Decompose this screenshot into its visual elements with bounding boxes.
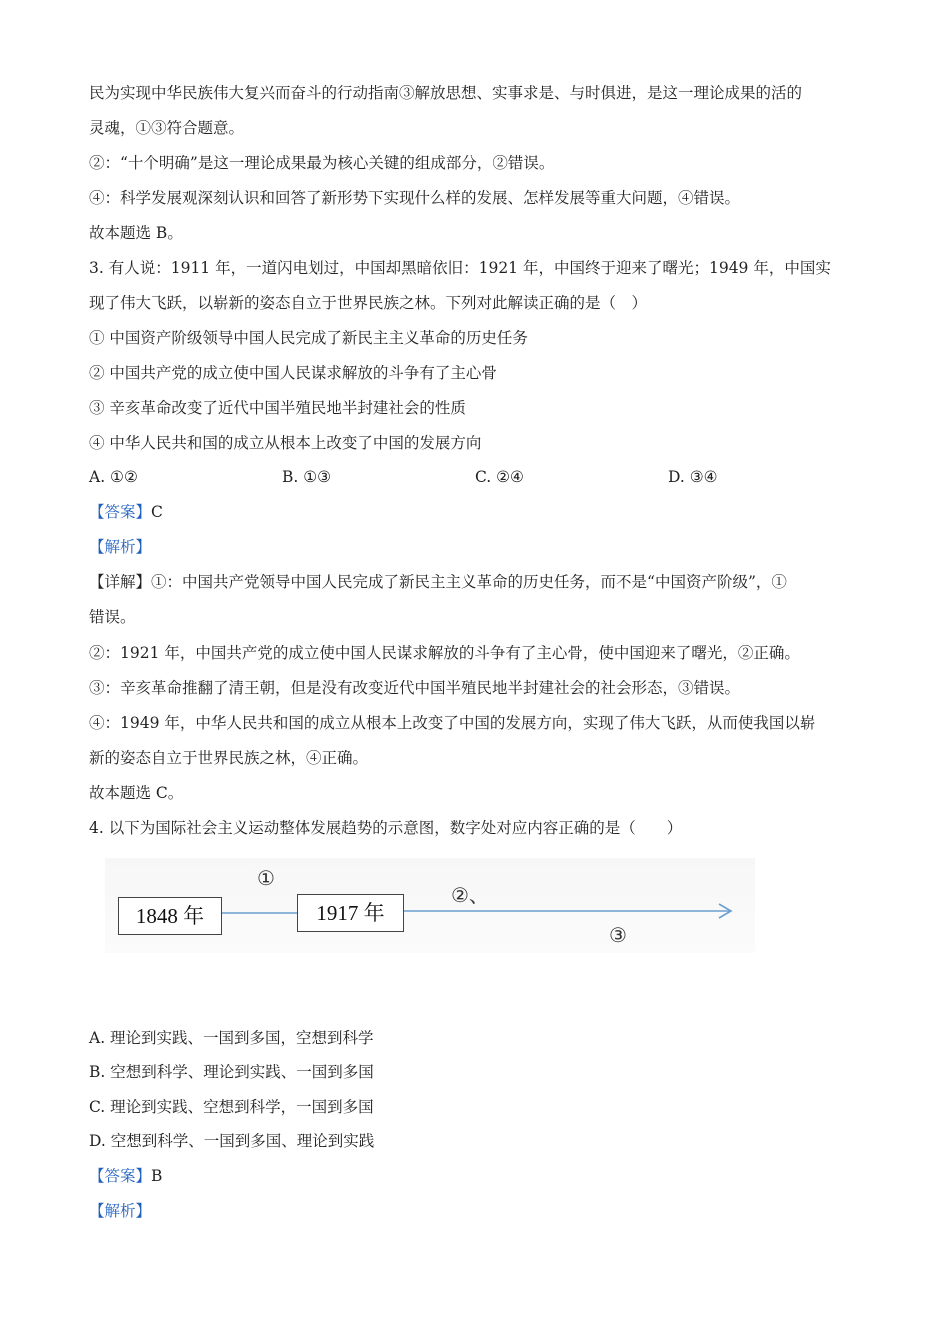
- q3-option-c: C. ②④: [475, 468, 524, 486]
- q4-option-c: C. 理论到实践、空想到科学，一国到多国: [89, 1098, 374, 1116]
- year-box-1917: 1917 年: [297, 894, 404, 932]
- q3-option-a: A. ①②: [89, 468, 138, 486]
- intro-line-1: 民为实现中华民族伟大复兴而奋斗的行动指南③解放思想、实事求是、与时俱进，是这一理论成果的活的: [89, 84, 803, 102]
- intro-line-2: 灵魂，①③符合题意。: [89, 119, 245, 137]
- q3-stem-line-2: 现了伟大飞跃，以崭新的姿态自立于世界民族之林。下列对此解读正确的是（ ）: [89, 294, 648, 312]
- diagram-label-3: ③: [609, 923, 627, 947]
- q3-detail-line-4: ③：辛亥革命推翻了清王朝，但是没有改变近代中国半殖民地半封建社会的社会形态，③错误。: [89, 679, 741, 697]
- q4-answer-value: B: [151, 1167, 163, 1185]
- q4-option-d: D. 空想到科学、一国到多国、理论到实践: [89, 1132, 375, 1150]
- q3-option-d: D. ③④: [668, 468, 718, 486]
- q4-stem: 4. 以下为国际社会主义运动整体发展趋势的示意图，数字处对应内容正确的是（ ）: [89, 819, 683, 837]
- q3-stem-line-1: 3. 有人说：1911 年，一道闪电划过，中国却黑暗依旧：1921 年，中国终于迎来了曙光；1949 年，中国实: [89, 259, 831, 277]
- q3-conclusion: 故本题选 C。: [89, 784, 184, 802]
- q4-analysis-tag: 【解析】: [89, 1202, 152, 1220]
- q4-option-a: A. 理论到实践、一国到多国，空想到科学: [89, 1029, 374, 1047]
- year-box-1848: 1848 年: [118, 897, 222, 935]
- diagram-label-1: ①: [257, 866, 275, 890]
- q3-option-b: B. ①③: [282, 468, 332, 486]
- q3-answer-row: [89, 501, 870, 523]
- q3-detail-row: [89, 571, 870, 593]
- intro-conclusion: 故本题选 B。: [89, 224, 183, 242]
- q3-statement-3: ③ 辛亥革命改变了近代中国半殖民地半封建社会的性质: [89, 399, 466, 417]
- q4-answer-tag: 【答案】: [89, 1167, 152, 1185]
- intro-line-3: ②：“十个明确”是这一理论成果最为核心关键的组成部分，②错误。: [89, 154, 555, 172]
- q3-statement-2: ② 中国共产党的成立使中国人民谋求解放的斗争有了主心骨: [89, 364, 497, 382]
- q3-answer-tag: 【答案】: [89, 503, 152, 521]
- q3-analysis-row: [89, 536, 870, 558]
- q3-answer-value: C: [151, 503, 163, 521]
- q3-detail-line-6: 新的姿态自立于世界民族之林，④正确。: [89, 749, 369, 767]
- q4-answer-row: [89, 1165, 870, 1187]
- q3-statement-1: ① 中国资产阶级领导中国人民完成了新民主主义革命的历史任务: [89, 329, 528, 347]
- q3-detail-tag: 【详解】: [89, 573, 152, 591]
- q3-detail-line-2: 错误。: [89, 608, 136, 626]
- q4-analysis-row: [89, 1200, 870, 1222]
- q3-detail-line-1: ①：中国共产党领导中国人民完成了新民主主义革命的历史任务，而不是“中国资产阶级”，①: [151, 573, 787, 591]
- intro-line-4: ④：科学发展观深刻认识和回答了新形势下实现什么样的发展、怎样发展等重大问题，④错误。: [89, 189, 741, 207]
- q3-statement-4: ④ 中华人民共和国的成立从根本上改变了中国的发展方向: [89, 434, 482, 452]
- q3-detail-line-5: ④：1949 年，中华人民共和国的成立从根本上改变了中国的发展方向，实现了伟大飞跃，从而使我国以崭: [89, 714, 816, 732]
- q3-analysis-tag: 【解析】: [89, 538, 152, 556]
- q3-detail-line-3: ②：1921 年，中国共产党的成立使中国人民谋求解放的斗争有了主心骨，使中国迎来了曙光，②正确。: [89, 644, 800, 662]
- q4-option-b: B. 空想到科学、理论到实践、一国到多国: [89, 1063, 374, 1081]
- diagram-label-2: ②、: [451, 883, 489, 907]
